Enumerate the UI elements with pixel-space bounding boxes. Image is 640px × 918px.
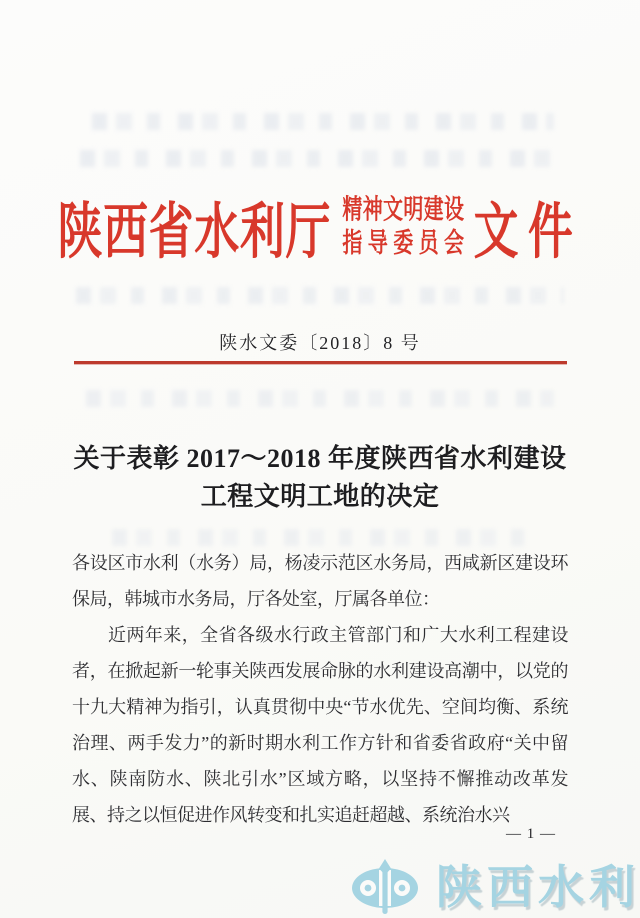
bleed-through-ghost-row [112,529,542,546]
watermark-text: 陕西水利 [436,861,640,913]
bleed-through-ghost-row [76,287,564,304]
document-title-line2: 工程文明工地的决定 [200,482,440,511]
publisher-watermark [350,858,640,918]
bleed-through-ghost-row [80,150,558,167]
shaanxi-water-logo-icon [350,858,422,916]
document-title-line1: 关于表彰 2017～2018 年度陕西省水利建设 [73,444,567,473]
document-title [70,440,570,516]
agency-name: 陕西省水利厅 [57,199,332,267]
reference-number: 陕水文委〔2018〕8 号 [219,333,421,353]
red-letterhead [58,184,583,270]
bleed-through-ghost-row [92,113,554,130]
body-paragraph: 近两年来，全省各级水行政主管部门和广大水利工程建设者，在掀起新一轮事关陕西发展命脉的水利建设高潮中，以党的十九大精神为指引，认真贯彻中央“节水优先、空间均衡、系统治理、两手发力”的新时期水利工作方针和省委省政府“关中留水、陕南防水、陕北引水”区域方略，以坚持不懈推动改革发展、持之以恒促进作风转变和扎实追赶超越、系统治水兴 [72,625,568,825]
committee-name-line2: 指导委员会 [342,229,464,259]
committee-name [342,194,464,261]
committee-name-line1: 精神文明建设 [342,195,464,226]
document-word: 文件 [473,199,583,267]
page-number: — 1 — [506,826,556,842]
bleed-through-ghost-row [86,390,554,407]
red-divider-rule [74,361,567,364]
recipients-line: 各设区市水利（水务）局，杨凌示范区水务局，西咸新区建设环保局，韩城市水务局，厅各处室，厅属各单位： [72,553,568,609]
document-body [72,545,568,833]
